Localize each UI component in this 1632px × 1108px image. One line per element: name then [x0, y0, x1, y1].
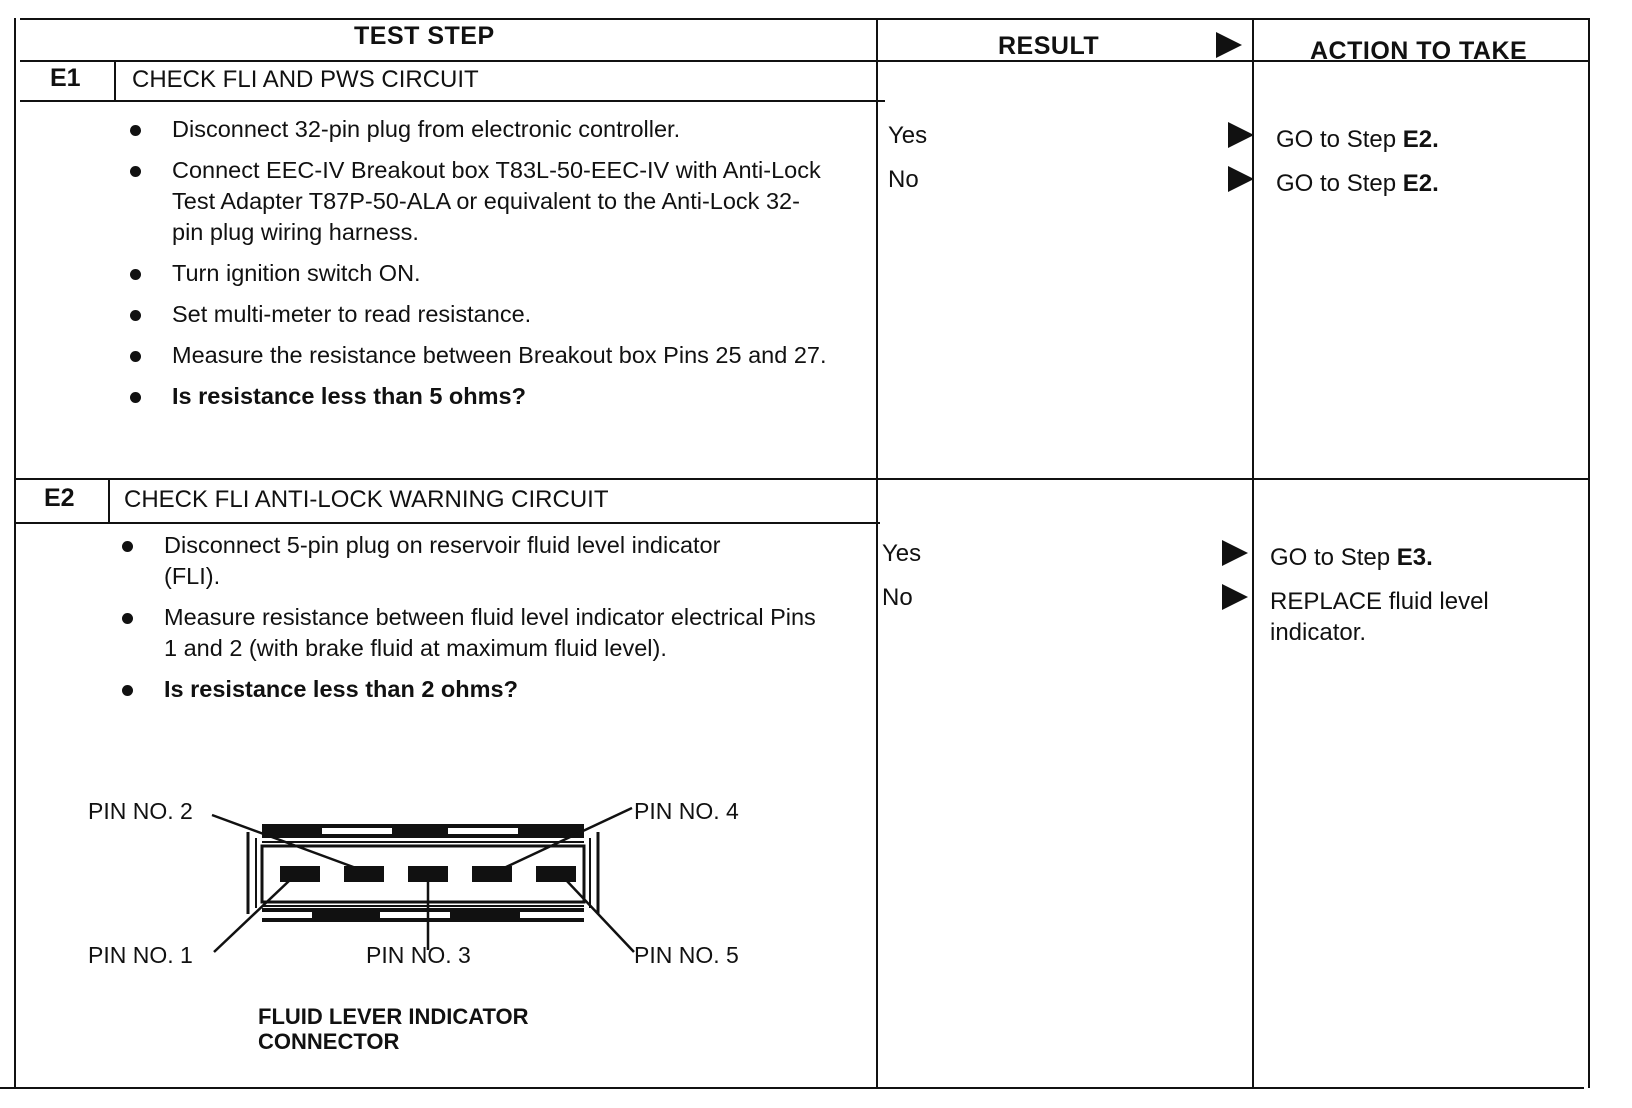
connector-top-slot-2	[448, 828, 518, 834]
connector-bottom-slot-2	[380, 912, 450, 918]
connector-top-slot-1	[322, 828, 392, 834]
e1-action-no: GO to Step E2.	[1276, 170, 1439, 197]
pin-3-label: PIN NO. 3	[366, 942, 471, 968]
step-id-e2: E2	[44, 484, 75, 512]
e2-result-yes: Yes	[882, 540, 922, 567]
e1-result-yes: Yes	[888, 122, 928, 149]
list-item-question: Is resistance less than 2 ohms?	[120, 674, 820, 705]
step-title-e2: CHECK FLI ANTI-LOCK WARNING CIRCUIT	[124, 486, 609, 513]
pin-1-label: PIN NO. 1	[88, 942, 193, 968]
list-item: Measure the resistance between Breakout box Pins 25 and 27.	[128, 340, 828, 371]
pin-1-terminal	[280, 866, 320, 882]
step-title-e1: CHECK FLI AND PWS CIRCUIT	[132, 66, 479, 93]
pin-5-label: PIN NO. 5	[634, 942, 739, 968]
list-item: Measure resistance between fluid level indicator electrical Pins 1 and 2 (with brake fluid at maximum fluid level).	[120, 602, 820, 664]
header-result: RESULT	[998, 32, 1100, 60]
list-item: Disconnect 32-pin plug from electronic controller.	[128, 114, 828, 145]
e1-action-yes: GO to Step E2.	[1276, 126, 1439, 153]
e2-action-yes: GO to Step E3.	[1270, 544, 1433, 571]
pin-3-terminal	[408, 866, 448, 882]
pin-5-terminal	[536, 866, 576, 882]
list-item: Turn ignition switch ON.	[128, 258, 828, 289]
e1-result-no: No	[888, 166, 919, 193]
header-test-step: TEST STEP	[354, 22, 495, 50]
list-item-question: Is resistance less than 5 ohms?	[128, 381, 828, 412]
connector-bottom-slot-3	[520, 912, 584, 918]
header-action-to-take: ACTION TO TAKE	[1310, 37, 1528, 65]
list-item: Disconnect 5-pin plug on reservoir fluid level indicator (FLI).	[120, 530, 820, 592]
e2-result-no: No	[882, 584, 913, 611]
list-item: Connect EEC-IV Breakout box T83L-50-EEC-IV with Anti-Lock Test Adapter T87P-50-ALA or equivalent to the Anti-Lock 32-pin plug wiring harness.	[128, 155, 828, 248]
list-item: Set multi-meter to read resistance.	[128, 299, 828, 330]
pin-2-label: PIN NO. 2	[88, 798, 193, 824]
e2-action-no: REPLACE fluid level indicator.	[1270, 588, 1489, 646]
pin-2-terminal	[344, 866, 384, 882]
step-id-e1: E1	[50, 64, 81, 92]
connector-bottom-slot-1	[262, 912, 312, 918]
diagram-caption: FLUID LEVER INDICATOR CONNECTOR	[258, 1004, 529, 1054]
connector-top-bar	[262, 824, 584, 838]
pin-4-label: PIN NO. 4	[634, 798, 739, 824]
